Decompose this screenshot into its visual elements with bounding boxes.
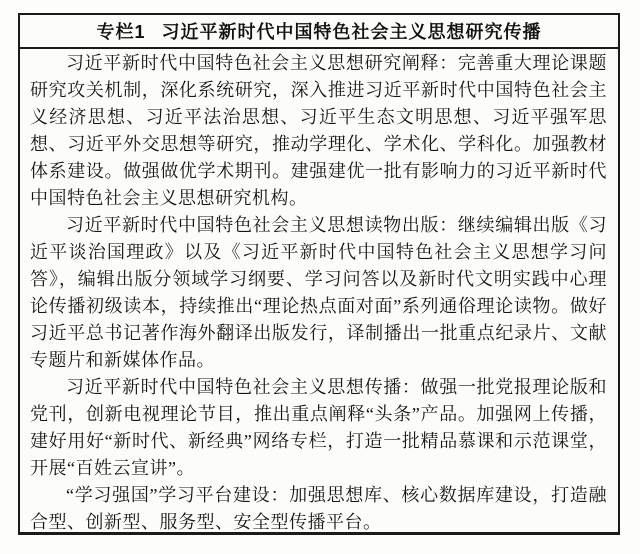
paragraph-research-interpretation: 习近平新时代中国特色社会主义思想研究阐释：完善重大理论课题研究攻关机制，深化系统研究，深入推进习近平新时代中国特色社会主义经济思想、习近平法治思想、习近平生态文明思想、习近平强军思想、习近平外交思想等研究，推动学理化、学术化、学科化。加强教材体系建设。做强做优学术期刊。建强建优一批有影响力的习近平新时代中国特色社会主义思想研究机构。 <box>30 53 607 208</box>
column-label: 专栏1 <box>96 22 146 42</box>
column-panel <box>18 13 620 535</box>
paragraph-readings-publication: 习近平新时代中国特色社会主义思想读物出版：继续编辑出版《习近平谈治国理政》以及《习近平新时代中国特色社会主义思想学习问答》，编辑出版分领域学习纲要、学习问答以及新时代文明实践中心理论传播初级读本，持续推出“理论热点面对面”系列通俗理论读物。做好习近平总书记著作海外翻译出版发行，译制播出一批重点纪录片、文献专题片和新媒体作品。 <box>30 215 607 370</box>
paragraph-xuexi-qiangguo-platform: “学习强国”学习平台建设：加强思想库、核心数据库建设，打造融合型、创新型、服务型、安全型传播平台。 <box>30 485 607 532</box>
panel-body <box>20 49 618 536</box>
paragraph-thought-dissemination: 习近平新时代中国特色社会主义思想传播：做强一批党报理论版和党刊，创新电视理论节目，推出重点阐释“头条”产品。加强网上传播，建好用好“新时代、新经典”网络专栏，打造一批精品慕课和示范课堂，开展“百姓云宣讲”。 <box>30 377 607 478</box>
panel-title-bar <box>20 15 618 49</box>
panel-title: 习近平新时代中国特色社会主义思想研究传播 <box>161 22 542 42</box>
